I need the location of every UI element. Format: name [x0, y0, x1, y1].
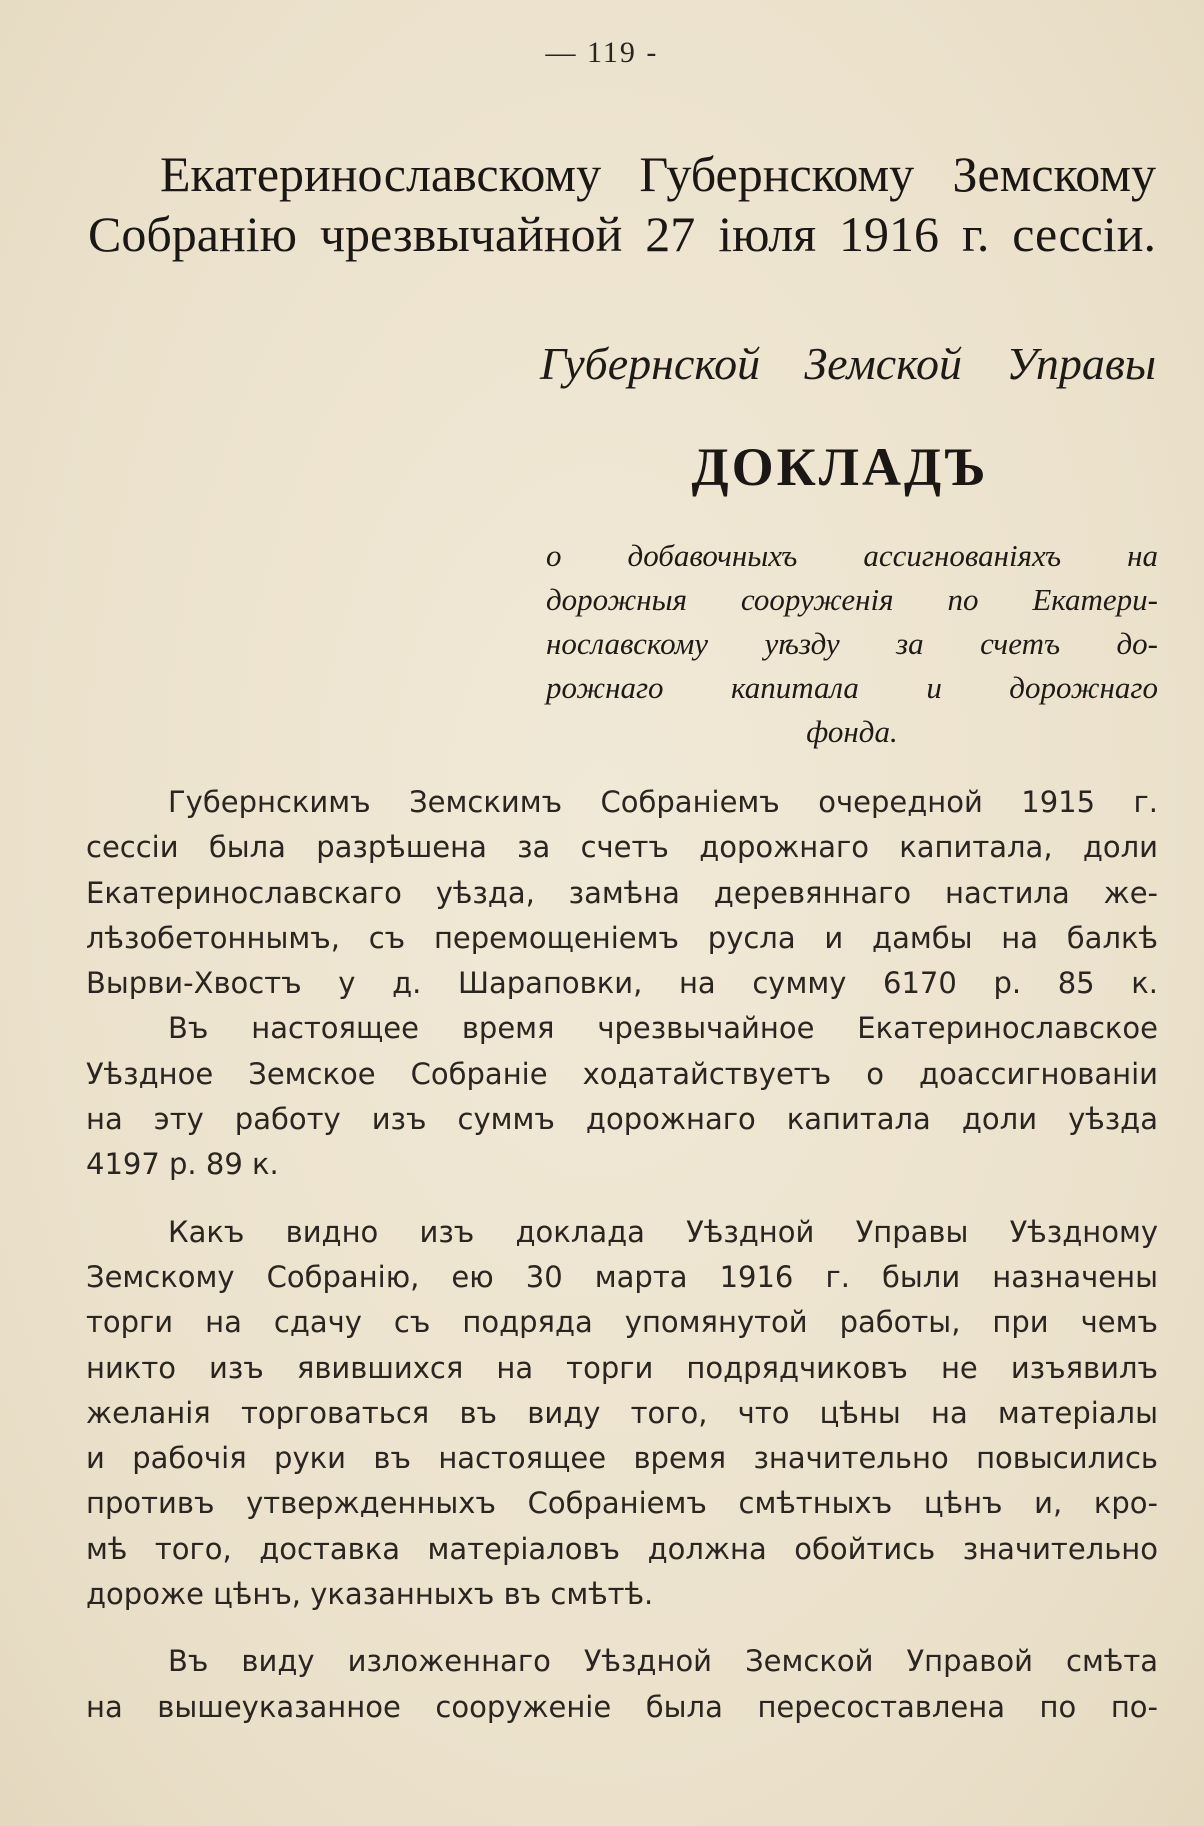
text-line: никто изъ явившихся на торги подрядчиковъ не изъявилъ	[86, 1350, 1158, 1385]
page-number: — 119 -	[545, 36, 659, 69]
text-line: на вышеуказанное сооруженіе была пересоставлена по по-	[86, 1689, 1158, 1724]
subject-line: нославскому уѣзду за счетъ до-	[546, 626, 1158, 661]
subject-line: дорожныя сооруженія по Екатери-	[546, 582, 1158, 617]
paragraph-3	[86, 1210, 1158, 1618]
text-line: лѣзобетоннымъ, съ перемощеніемъ русла и дамбы на балкѣ	[86, 920, 1158, 955]
subject-line: рожнаго капитала и дорожнаго	[546, 670, 1158, 705]
text-line: на эту работу изъ суммъ дорожнаго капитала доли уѣзда	[86, 1102, 1158, 1137]
title-line-1: Екатеринославскому Губернскому Земскому	[160, 146, 1156, 202]
text-line: Вырви-Хвостъ у д. Шараповки, на сумму 6170 р. 85 к.	[86, 966, 1158, 1001]
subject-line: о добавочныхъ ассигнованіяхъ на	[546, 538, 1158, 573]
text-line: противъ утвержденныхъ Собраніемъ смѣтныхъ цѣнъ и, кро-	[86, 1486, 1158, 1521]
text-line: Уѣздное Земское Собраніе ходатайствуетъ о доассигнованіи	[86, 1056, 1158, 1091]
text-line: мѣ того, доставка матеріаловъ должна обойтись значительно	[86, 1531, 1158, 1566]
paragraph-2	[86, 1006, 1158, 1187]
text-line: Въ настоящее время чрезвычайное Екатеринославское	[168, 1011, 1158, 1046]
text-line: дороже цѣнъ, указанныхъ въ смѣтѣ.	[86, 1577, 654, 1612]
text-line: Въ виду изложеннаго Уѣздной Земской Управой смѣта	[168, 1644, 1158, 1679]
document-type-heading: ДОКЛАДЪ	[691, 437, 989, 497]
paragraph-4	[86, 1639, 1158, 1730]
text-line: желанія торговаться въ виду того, что цѣны на матеріалы	[86, 1395, 1158, 1430]
text-line: и рабочія руки въ настоящее время значительно повысились	[86, 1441, 1158, 1476]
text-line: торги на сдачу съ подряда упомянутой работы, при чемъ	[86, 1305, 1158, 1340]
text-line: 4197 р. 89 к.	[86, 1147, 279, 1182]
subject-block	[546, 534, 1158, 754]
body-text	[86, 780, 1158, 1730]
subject-line: фонда.	[806, 714, 898, 749]
text-line: Губернскимъ Земскимъ Собраніемъ очередной 1915 г.	[168, 785, 1158, 819]
issuer-heading: Губернской Земской Управы	[540, 338, 1156, 389]
paragraph-1	[86, 780, 1158, 1006]
title-line-2: Собранію чрезвычайной 27 іюля 1916 г. сессіи.	[88, 206, 1156, 262]
text-line: Земскому Собранію, ею 30 марта 1916 г. были назначены	[86, 1259, 1158, 1294]
text-line: Екатеринославскаго уѣзда, замѣна деревяннаго настила же-	[86, 875, 1158, 910]
text-line: Какъ видно изъ доклада Уѣздной Управы Уѣздному	[168, 1214, 1158, 1249]
text-line: сессіи была разрѣшена за счетъ дорожнаго капитала, доли	[86, 830, 1158, 865]
